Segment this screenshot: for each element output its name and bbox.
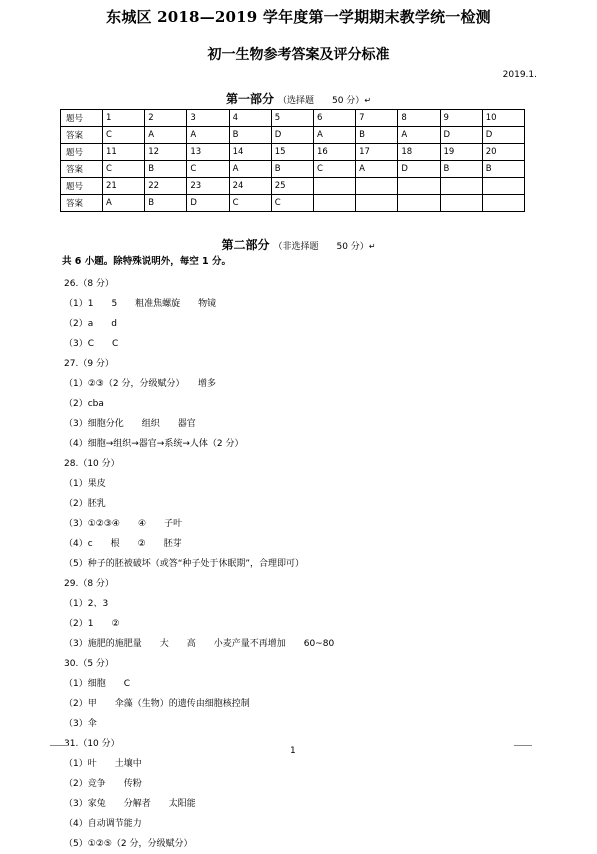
table-cell: 1 <box>103 110 145 127</box>
answer-line: （1）果皮 <box>64 479 106 489</box>
part2-note: （非选择题 50 分） <box>273 242 369 252</box>
part1-note: （选择题 50 分） <box>277 96 365 106</box>
table-cell: 9 <box>440 110 482 127</box>
table-cell: 15 <box>271 144 313 161</box>
table-cell: C <box>229 195 271 212</box>
table-cell: 14 <box>229 144 271 161</box>
table-cell: 7 <box>356 110 398 127</box>
table-cell: 19 <box>440 144 482 161</box>
table-row-head: 题号 <box>61 144 103 161</box>
part2-heading <box>0 234 597 253</box>
table-cell: A <box>356 161 398 178</box>
table-row <box>61 144 525 161</box>
table-cell: 4 <box>229 110 271 127</box>
table-cell <box>440 178 482 195</box>
table-cell: D <box>398 161 440 178</box>
table-cell: C <box>187 161 229 178</box>
table-cell: B <box>145 161 187 178</box>
table-cell: 25 <box>271 178 313 195</box>
table-cell <box>482 178 524 195</box>
question-heading: 27.（9 分） <box>64 359 114 369</box>
table-cell: D <box>187 195 229 212</box>
question-heading: 31.（10 分） <box>64 739 120 749</box>
table-cell: 11 <box>103 144 145 161</box>
table-cell: 5 <box>271 110 313 127</box>
document-subtitle: 初一生物参考答案及评分标准 <box>207 47 390 63</box>
document-date: 2019.1. <box>502 70 537 80</box>
table-row <box>61 195 525 212</box>
table-cell: 8 <box>398 110 440 127</box>
answer-line: （4）细胞→组织→器官→系统→人体（2 分） <box>64 439 244 449</box>
answer-line: （2）竞争 传粉 <box>64 779 142 789</box>
table-row-head: 答案 <box>61 127 103 144</box>
answer-line: （3）C C <box>64 339 119 349</box>
answer-line: （2）胚乳 <box>64 499 106 509</box>
part2-title: 第二部分 <box>221 238 270 252</box>
table-cell: C <box>313 161 355 178</box>
answer-line: （2）a d <box>64 319 117 329</box>
answer-list <box>64 274 534 854</box>
footer-rule-left <box>50 745 68 746</box>
table-cell: D <box>482 127 524 144</box>
table-cell: 17 <box>356 144 398 161</box>
question-heading: 30.（5 分） <box>64 659 114 669</box>
footer-rule-right <box>514 745 532 746</box>
table-cell: 6 <box>313 110 355 127</box>
table-cell: 21 <box>103 178 145 195</box>
table-row-head: 答案 <box>61 195 103 212</box>
table-cell <box>398 195 440 212</box>
table-cell <box>313 195 355 212</box>
table-cell: 20 <box>482 144 524 161</box>
table-cell: 3 <box>187 110 229 127</box>
question-heading: 29.（8 分） <box>64 579 114 589</box>
table-cell <box>356 195 398 212</box>
table-cell: 13 <box>187 144 229 161</box>
answer-line: （1）叶 土壤中 <box>64 759 142 769</box>
table-row <box>61 178 525 195</box>
table-cell: C <box>103 127 145 144</box>
table-cell: 10 <box>482 110 524 127</box>
answer-line: （3）施肥的施肥量 大 高 小麦产量不再增加 60~80 <box>64 639 335 649</box>
table-cell: 24 <box>229 178 271 195</box>
table-cell: B <box>229 127 271 144</box>
answer-line: （3）家兔 分解者 太阳能 <box>64 799 196 809</box>
table-row-head: 题号 <box>61 178 103 195</box>
answer-line: （3）伞 <box>64 719 97 729</box>
table-cell: B <box>440 161 482 178</box>
answer-line: （1）2、3 <box>64 599 109 609</box>
table-cell: A <box>229 161 271 178</box>
table-cell <box>356 178 398 195</box>
part2-intro: 共 6 小题。除特殊说明外，每空 1 分。 <box>62 256 231 267</box>
table-row-head: 答案 <box>61 161 103 178</box>
answer-line: （1）1 5 粗准焦螺旋 物镜 <box>64 299 217 309</box>
table-cell <box>398 178 440 195</box>
table-cell: A <box>313 127 355 144</box>
answer-table <box>60 109 525 212</box>
table-cell <box>313 178 355 195</box>
answer-line: （4）c 根 ② 胚芽 <box>64 539 182 549</box>
table-row <box>61 127 525 144</box>
table-cell: B <box>271 161 313 178</box>
part1-title: 第一部分 <box>225 92 274 106</box>
answer-line: （5）种子的胚被破坏（或答“种子处于休眠期”，合理即可） <box>64 559 305 569</box>
answer-line: （3）细胞分化 组织 器官 <box>64 419 196 429</box>
table-cell: D <box>440 127 482 144</box>
table-cell: A <box>398 127 440 144</box>
part1-heading <box>0 88 597 107</box>
table-cell: D <box>271 127 313 144</box>
answer-line: （2）甲 伞藻（生物）的遗传由细胞核控制 <box>64 699 250 709</box>
table-cell: B <box>145 195 187 212</box>
table-cell: C <box>271 195 313 212</box>
page-number: 1 <box>290 746 296 756</box>
table-cell: A <box>145 127 187 144</box>
table-row-head: 题号 <box>61 110 103 127</box>
table-cell: 16 <box>313 144 355 161</box>
answer-line: （1）细胞 C <box>64 679 131 689</box>
answer-line: （4）自动调节能力 <box>64 819 142 829</box>
table-cell: B <box>356 127 398 144</box>
question-heading: 26.（8 分） <box>64 279 114 289</box>
table-cell: 18 <box>398 144 440 161</box>
table-cell: 23 <box>187 178 229 195</box>
paragraph-mark-icon: ↵ <box>364 96 372 105</box>
table-cell <box>440 195 482 212</box>
answer-line: （2）1 ② <box>64 619 120 629</box>
table-cell: A <box>103 195 145 212</box>
table-cell: 12 <box>145 144 187 161</box>
answer-line: （2）cba <box>64 399 104 409</box>
table-cell: 2 <box>145 110 187 127</box>
table-row <box>61 110 525 127</box>
table-cell: C <box>103 161 145 178</box>
table-cell: B <box>482 161 524 178</box>
answer-line: （5）①②⑤（2 分，分级赋分） <box>64 839 193 849</box>
question-heading: 28.（10 分） <box>64 459 120 469</box>
table-cell: 22 <box>145 178 187 195</box>
paragraph-mark-icon: ↵ <box>368 242 376 251</box>
answer-line: （3）①②③④ ④ 子叶 <box>64 519 183 529</box>
table-cell <box>482 195 524 212</box>
table-cell: A <box>187 127 229 144</box>
table-row <box>61 161 525 178</box>
document-title: 东城区 2018—2019 学年度第一学期期末教学统一检测 <box>106 8 491 26</box>
answer-line: （1）②③（2 分，分级赋分） 增多 <box>64 379 216 389</box>
